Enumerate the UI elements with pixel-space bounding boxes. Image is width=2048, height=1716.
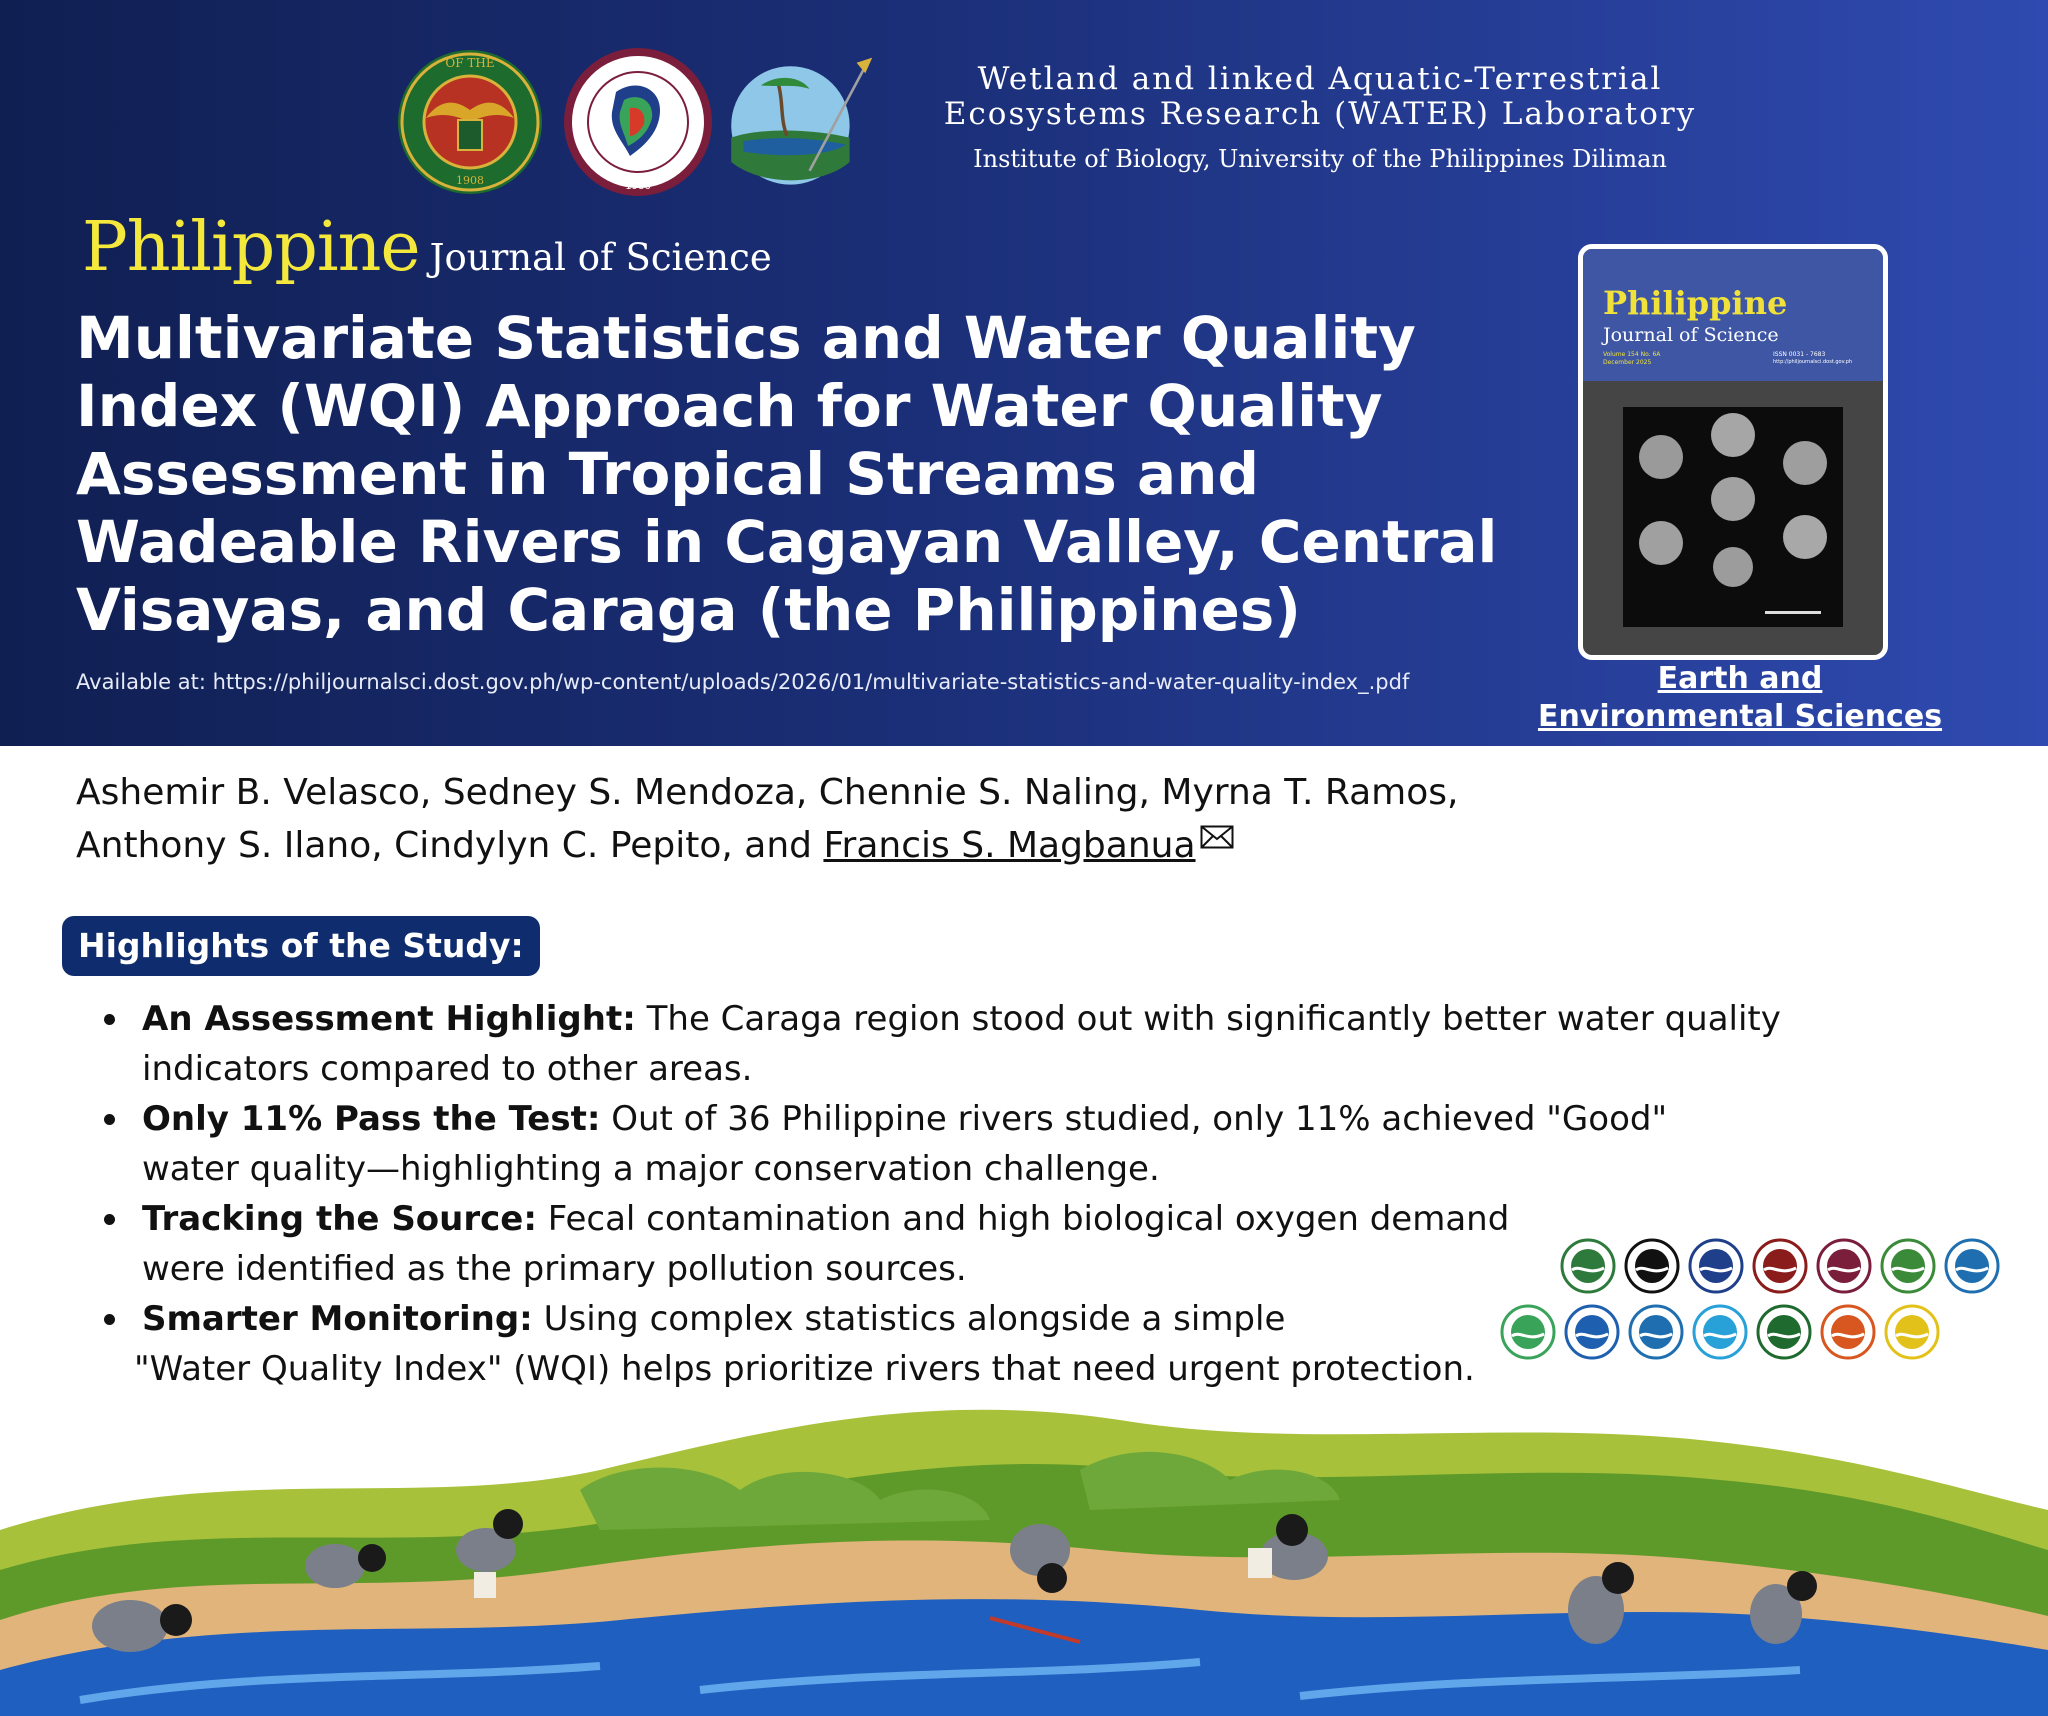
partner-logo-2 xyxy=(1624,1238,1680,1294)
corresponding-author-link[interactable]: Francis S. Magbanua xyxy=(823,825,1196,866)
partner-logo-7 xyxy=(1944,1238,2000,1294)
water-lab-logo xyxy=(726,48,874,196)
partner-logo-6 xyxy=(1880,1238,1936,1294)
article-title-line: Index (WQI) Approach for Water Quality xyxy=(76,372,1383,440)
journal-brand xyxy=(82,208,772,287)
partner-logo-12 xyxy=(1756,1304,1812,1360)
institute-of-biology-logo xyxy=(564,48,712,196)
cover-subtitle: Journal of Science xyxy=(1603,324,1779,346)
highlights-list xyxy=(100,994,1781,1394)
highlight-item xyxy=(100,1094,1740,1194)
highlight-body: Out of 36 Philippine rivers studied, only 11% achieved "Good" xyxy=(600,1099,1668,1139)
mail-icon[interactable] xyxy=(1200,825,1234,849)
lab-name-line-1: Wetland and linked Aquatic-Terrestrial xyxy=(977,61,1663,97)
highlight-body: indicators compared to other areas. xyxy=(142,1049,753,1089)
highlight-body: The Caraga region stood out with significantly better water quality xyxy=(635,999,1781,1039)
author-line-1: Ashemir B. Velasco, Sedney S. Mendoza, Chennie S. Naling, Myrna T. Ramos, xyxy=(76,772,1459,813)
highlight-text xyxy=(142,994,1781,1094)
highlights-label: Highlights of the Study: xyxy=(62,916,540,976)
logo-row xyxy=(396,48,896,198)
header-band xyxy=(0,0,2048,746)
lab-name xyxy=(920,62,1720,177)
article-title xyxy=(76,304,1498,644)
up-seal-text-top: OF THE xyxy=(445,56,495,70)
cover-volume: Volume 154 No. 6A xyxy=(1603,351,1661,358)
partner-logo-13 xyxy=(1820,1304,1876,1360)
author-list xyxy=(76,766,1458,872)
cover-title: Philippine xyxy=(1603,284,1788,322)
available-at-link[interactable]: Available at: https://philjournalsci.dost.gov.ph/wp-content/uploads/2026/01/multivariate-statistics-and-water-quality-index_.pdf xyxy=(76,670,1410,694)
section-link-line-1: Earth and xyxy=(1657,661,1823,696)
partner-logo-10 xyxy=(1628,1304,1684,1360)
cover-issn: ISSN 0031 - 7683 xyxy=(1773,351,1826,358)
cover-date: December 2025 xyxy=(1603,359,1652,366)
highlight-lead: Only 11% Pass the Test: xyxy=(142,1099,601,1139)
partner-logo-9 xyxy=(1564,1304,1620,1360)
author-line-2-text: Anthony S. Ilano, Cindylyn C. Pepito, and xyxy=(76,825,824,866)
journal-brand-small: Journal of Science xyxy=(429,236,772,279)
partner-logo-1 xyxy=(1560,1238,1616,1294)
institute-name: Institute of Biology, University of the Philippines Diliman xyxy=(973,145,1667,173)
partner-logo-11 xyxy=(1692,1304,1748,1360)
highlight-body: were identified as the primary pollution sources. xyxy=(142,1249,967,1289)
article-title-line: Wadeable Rivers in Cagayan Valley, Central xyxy=(76,508,1498,576)
highlight-body: Fecal contamination and high biological oxygen demand xyxy=(536,1199,1510,1239)
highlight-text xyxy=(142,1094,1740,1194)
highlight-lead: Smarter Monitoring: xyxy=(142,1299,533,1339)
article-title-line: Multivariate Statistics and Water Quality xyxy=(76,304,1416,372)
article-title-line: Assessment in Tropical Streams and xyxy=(76,440,1259,508)
highlight-item xyxy=(100,1194,1740,1294)
partner-logo-5 xyxy=(1816,1238,1872,1294)
highlight-lead: An Assessment Highlight: xyxy=(142,999,636,1039)
river-illustration xyxy=(0,1380,2048,1716)
highlight-body: water quality—highlighting a major conservation challenge. xyxy=(142,1149,1160,1189)
journal-cover xyxy=(1578,244,1888,660)
section-link-line-2: Environmental Sciences xyxy=(1537,699,1943,734)
cover-url: http://philjournalsci.dost.gov.ph xyxy=(1773,359,1853,365)
partner-logo-14 xyxy=(1884,1304,1940,1360)
section-link[interactable] xyxy=(1530,660,1950,736)
highlight-item xyxy=(100,1294,1740,1394)
highlight-item xyxy=(100,994,1781,1094)
partner-logo-8 xyxy=(1500,1304,1556,1360)
up-seal-logo xyxy=(396,48,544,196)
cover-top xyxy=(1583,249,1883,381)
journal-brand-big: Philippine xyxy=(82,208,420,287)
up-seal-year: 1908 xyxy=(456,174,484,187)
lab-name-line-2: Ecosystems Research (WATER) Laboratory xyxy=(943,96,1697,132)
highlight-body: "Water Quality Index" (WQI) helps prioritize rivers that need urgent protection. xyxy=(134,1349,1475,1389)
article-title-line: Visayas, and Caraga (the Philippines) xyxy=(76,576,1301,644)
highlight-lead: Tracking the Source: xyxy=(142,1199,537,1239)
cover-image xyxy=(1623,407,1843,627)
partner-logo-4 xyxy=(1752,1238,1808,1294)
partner-logo-3 xyxy=(1688,1238,1744,1294)
author-line-2 xyxy=(76,819,1458,872)
iob-year: 1986 xyxy=(625,181,651,192)
highlight-body: Using complex statistics alongside a simple xyxy=(532,1299,1286,1339)
